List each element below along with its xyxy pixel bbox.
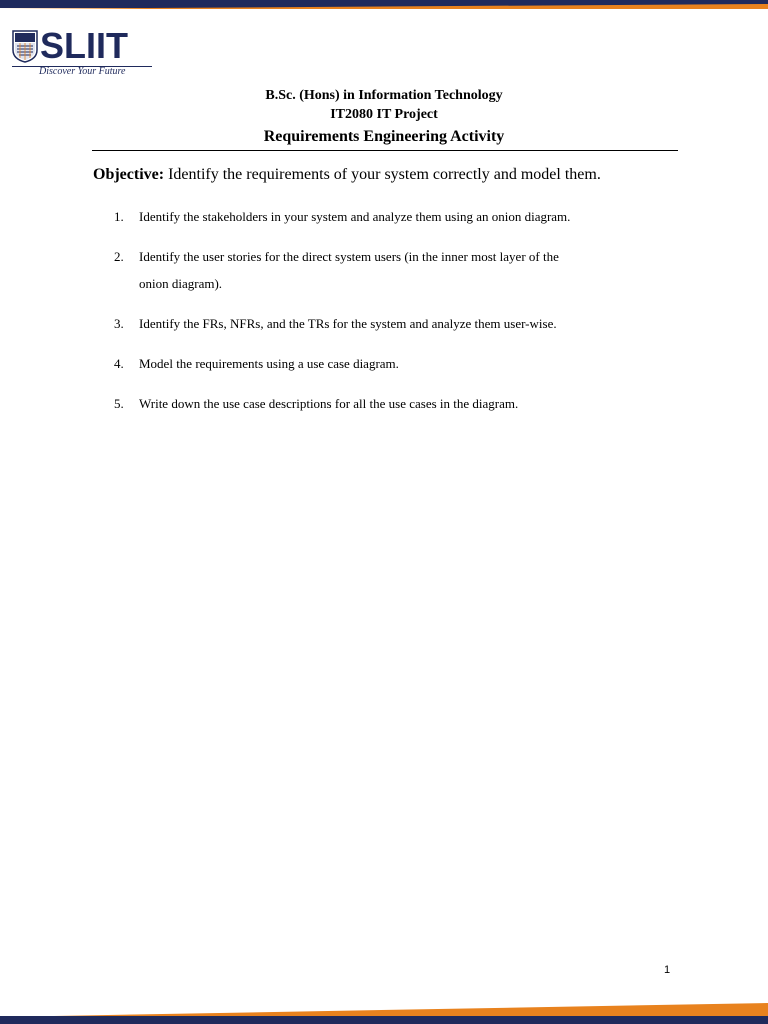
list-item-number: 1. [114, 209, 124, 224]
module-title: IT2080 IT Project [330, 107, 438, 122]
list-item [114, 247, 674, 294]
logo-wordmark: SLIIT [40, 25, 128, 66]
objective-statement [93, 165, 693, 185]
sliit-logo [12, 25, 152, 78]
bottom-navy-bar [0, 1016, 768, 1024]
list-item-number: 5. [114, 396, 124, 411]
requirements-list [114, 207, 674, 434]
list-item [114, 394, 674, 414]
list-item-number: 3. [114, 316, 124, 331]
list-item-text: Write down the use case descriptions for all the use cases in the diagram. [139, 396, 519, 411]
page-number: 1 [664, 964, 671, 976]
list-item-text: Identify the stakeholders in your system and analyze them using an onion diagram. [139, 209, 571, 224]
sliit-crest-icon [12, 30, 38, 63]
list-item-number: 2. [114, 249, 124, 264]
list-item-text-line: Identify the user stories for the direct system users (in the inner most layer of the [139, 249, 559, 264]
page-title: Requirements Engineering Activity [263, 128, 505, 145]
list-item [114, 207, 674, 227]
list-item-text-line: onion diagram). [139, 276, 223, 291]
bottom-orange-stripe [0, 1003, 768, 1017]
objective-label: Objective: [93, 166, 165, 183]
objective-text: Identify the requirements of your system correctly and model them. [168, 166, 601, 183]
list-item [114, 354, 674, 374]
list-item-text: Model the requirements using a use case diagram. [139, 356, 399, 371]
list-item-text: Identify the FRs, NFRs, and the TRs for the system and analyze them user-wise. [139, 316, 557, 331]
list-item-number: 4. [114, 356, 124, 371]
list-item [114, 314, 674, 334]
header-divider [92, 150, 678, 151]
degree-title: B.Sc. (Hons) in Information Technology [265, 88, 503, 103]
list-item-text [139, 247, 649, 294]
logo-tagline: Discover Your Future [39, 66, 126, 77]
